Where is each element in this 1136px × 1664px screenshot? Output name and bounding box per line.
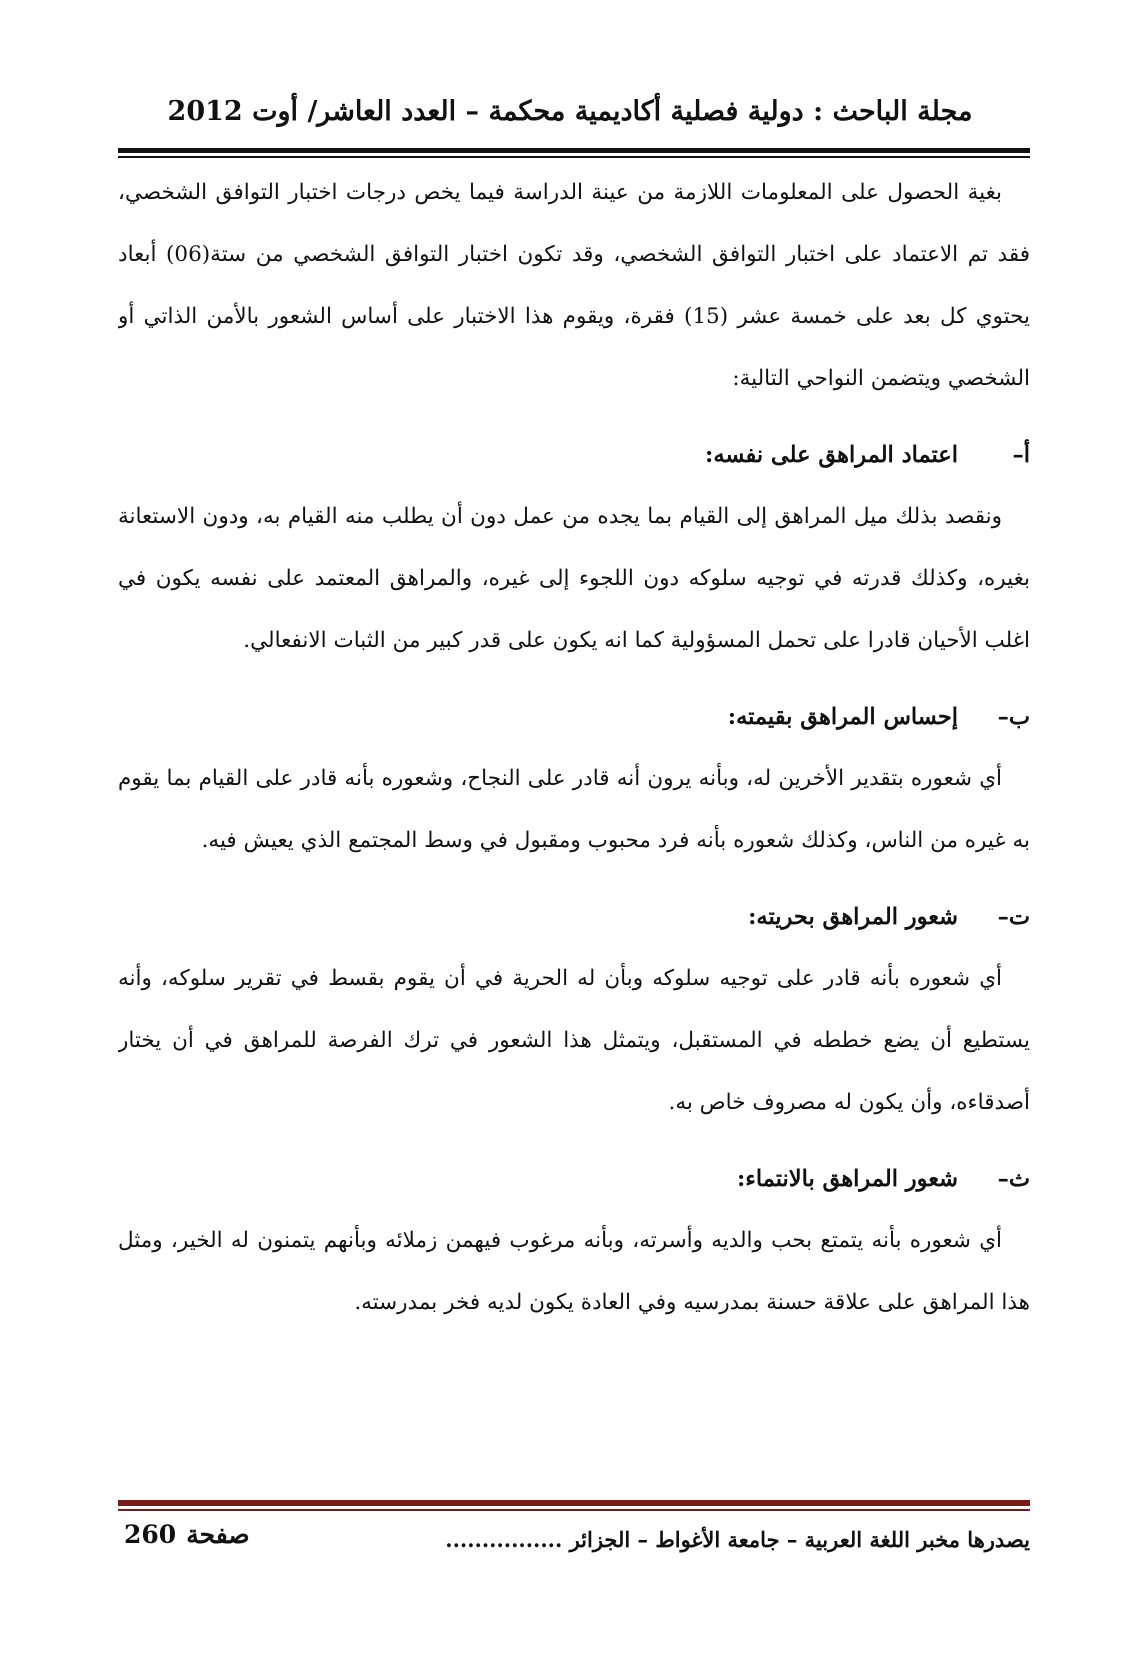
section-heading-a — [118, 424, 1030, 486]
section-heading-t — [118, 886, 1030, 948]
footer-publisher: يصدرها مخبر اللغة العربية – جامعة الأغواط – الجزائر ................ — [445, 1527, 1030, 1552]
section-title: شعور المراهق بحريته: — [748, 904, 958, 930]
section-letter: ث– — [997, 1166, 1030, 1192]
section-title: إحساس المراهق بقيمته: — [727, 704, 958, 730]
section-title: اعتماد المراهق على نفسه: — [705, 442, 958, 468]
section-heading-th — [118, 1148, 1030, 1210]
section-body-a: ونقصد بذلك ميل المراهق إلى القيام بما يجده من عمل دون أن يطلب منه القيام به، ودون الاستعانة بغيره، وكذلك قدرته في توجيه سلوكه دون اللجوء إلى غيره، والمراهق المعتمد على نفسه يكون في اغلب الأحيان قادرا على تحمل المسؤولية كما انه يكون على قدر كبير من الثبات الانفعالي. — [118, 504, 1030, 653]
section-body-th: أي شعوره بأنه يتمتع بحب والديه وأسرته، وبأنه مرغوب فيهمن زملائه وبأنهم يتمنون له الخير، ومثل هذا المراهق على علاقة حسنة بمدرسيه وفي العادة يكون لديه فخر بمدرسته. — [118, 1228, 1030, 1315]
footer-rule-secondary — [118, 1509, 1030, 1511]
section-letter: ب– — [997, 704, 1030, 730]
page-number: 260 — [124, 1520, 177, 1549]
section-title: شعور المراهق بالانتماء: — [736, 1166, 958, 1192]
page-label: صفحة — [186, 1520, 250, 1549]
journal-header-title: مجلة الباحث : دولية فصلية أكاديمية محكمة – العدد العاشر/ أوت 2012 — [167, 96, 973, 127]
header-rule-secondary — [118, 156, 1030, 158]
section-letter: أ– — [1012, 442, 1030, 468]
intro-paragraph: بغية الحصول على المعلومات اللازمة من عينة الدراسة فيما يخص درجات اختبار التوافق الشخصي، فقد تم الاعتماد على اختبار التوافق الشخصي، وقد تكون اختبار التوافق الشخصي من ستة(06) أبعاد يحتوي كل بعد على خمسة عشر (15) فقرة، ويقوم هذا الاختبار على أساس الشعور بالأمن الذاتي أو الشخصي ويتضمن النواحي التالية: — [118, 180, 1030, 391]
section-letter: ت– — [997, 904, 1030, 930]
section-body-b: أي شعوره بتقدير الأخرين له، وبأنه يرون أنه قادر على النجاح، وشعوره بأنه قادر على القيام بما يقوم به غيره من الناس، وكذلك شعوره بأنه فرد محبوب ومقبول في وسط المجتمع الذي يعيش فيه. — [118, 766, 1030, 853]
section-body-t: أي شعوره بأنه قادر على توجيه سلوكه وبأن له الحرية في أن يقوم بقسط في تقرير سلوكه، وأنه يستطيع أن يضع خططه في المستقبل، ويتمثل هذا الشعور في ترك الفرصة للمراهق في أن يختار أصدقاءه، وأن يكون له مصروف خاص به. — [118, 966, 1030, 1115]
article-content — [118, 162, 1030, 1492]
header-rule — [118, 148, 1030, 153]
page-number-label — [124, 1520, 250, 1549]
section-heading-b — [118, 686, 1030, 748]
footer-rule — [118, 1500, 1030, 1506]
